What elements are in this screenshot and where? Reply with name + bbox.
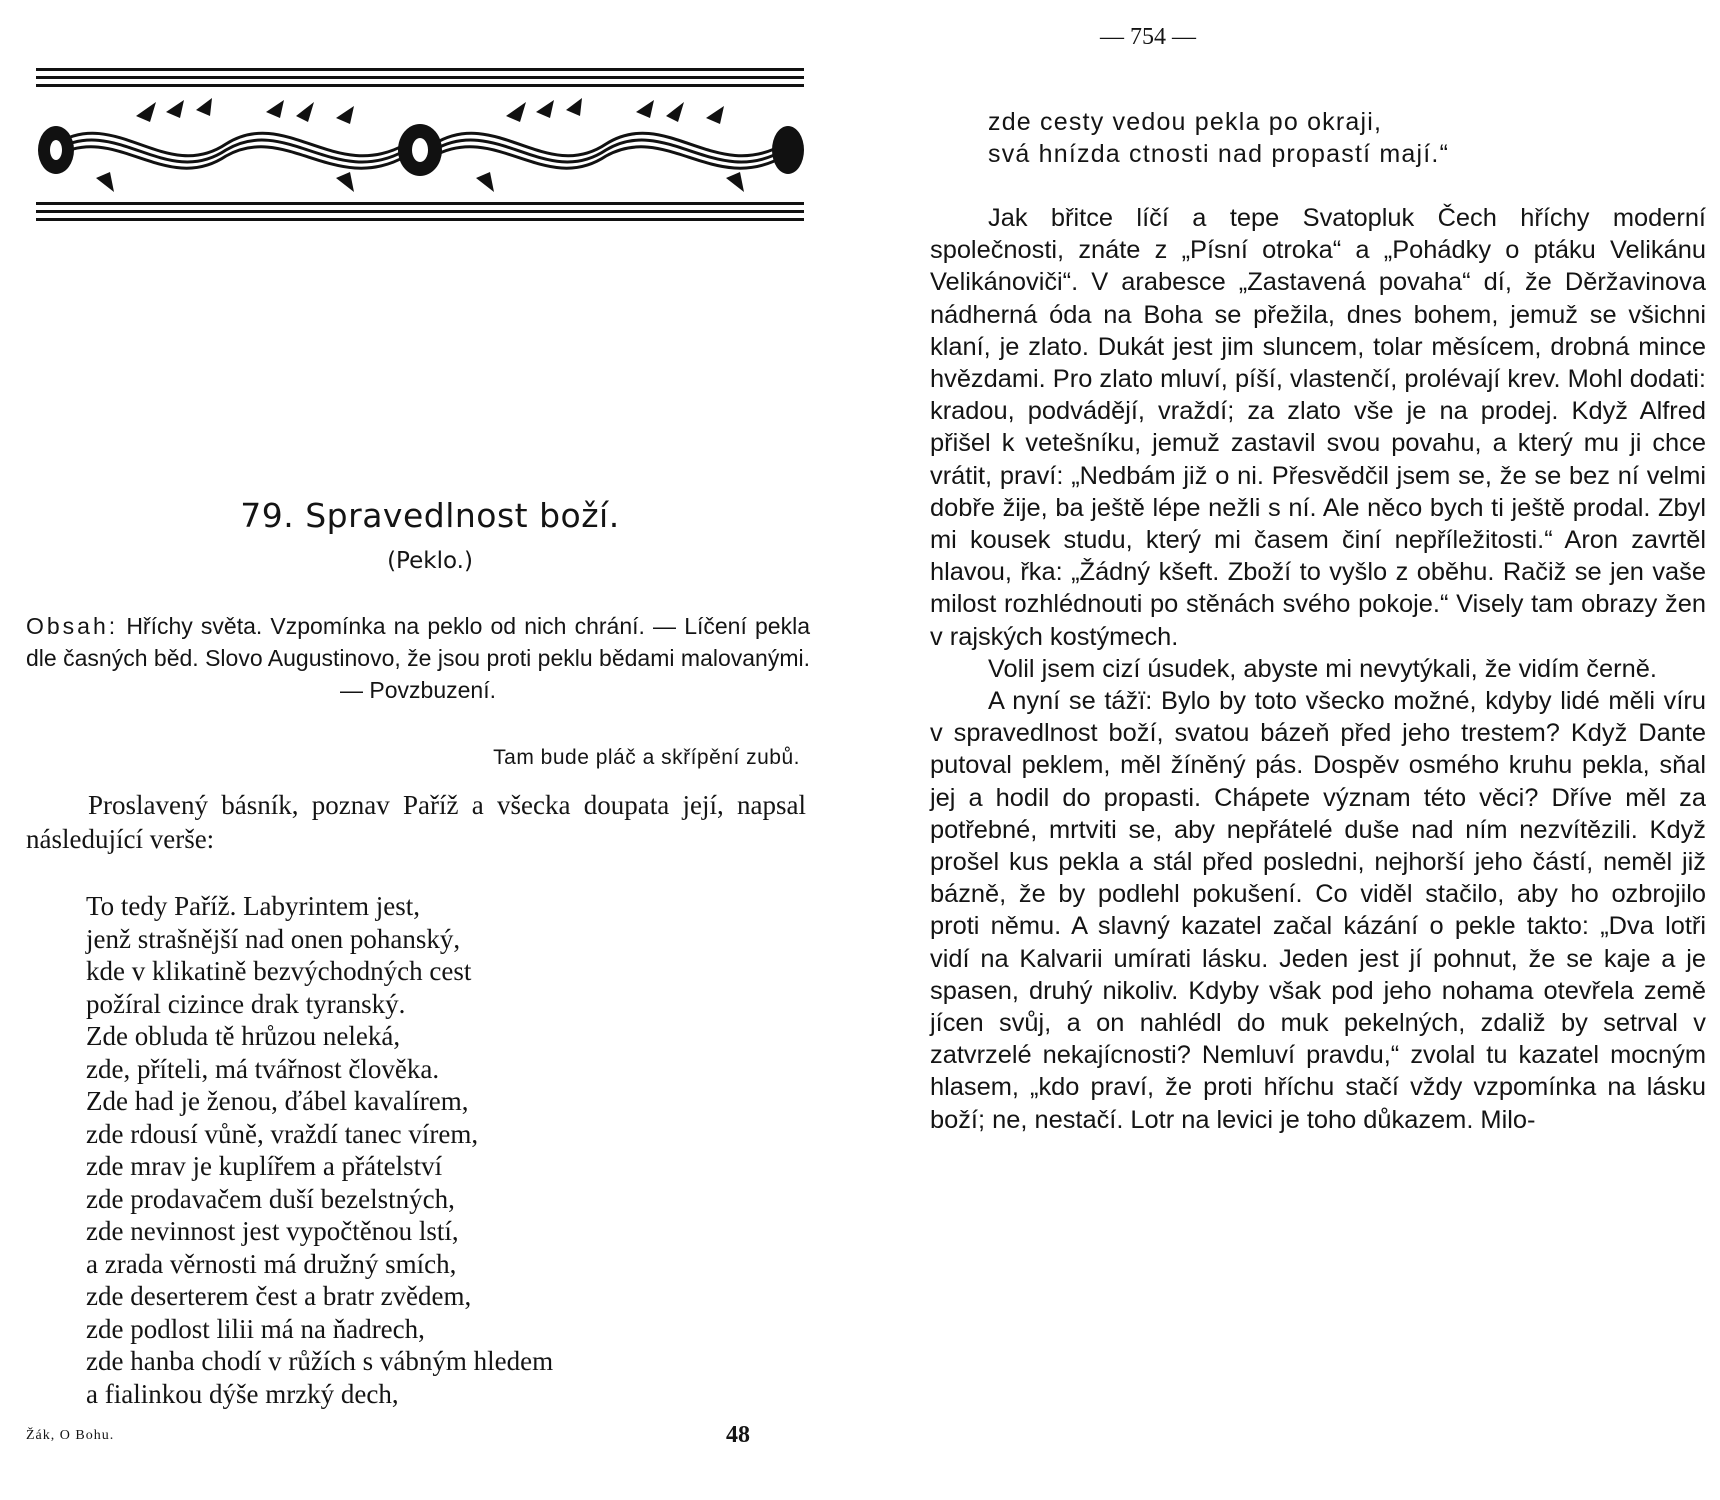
poem-line: zde podlost lilii má na ňadrech, <box>86 1313 425 1344</box>
poem-line: zde deserterem čest a bratr zvědem, <box>86 1281 472 1311</box>
poem-line: zde nevinnost jest vypočtěnou lstí, <box>86 1216 459 1246</box>
poem-line: zde prodavačem duší bezelstných, <box>86 1183 455 1214</box>
paragraph: Jak břitce líčí a tepe Svatopluk Čech hříchy moderní společnosti, znáte z „Písní otroka“ a „Pohádky o ptáku Velikánu Velikánoviči“. V arabesce „Zastavená povaha“ dí, že Děržavinova nádherná óda na Boha se přežila, dnes bohem, jemuž se všichni klaní, je zlato. Dukát jest jim sluncem, tolar měsícem, drobná mince hvězdami. Pro zlato mluví, píší, vlastenčí, prolévají krev. Mohl dodati: kradou, podvádějí, vraždí; za zlato vše je na prodej. Když Alfred přišel k vetešníku, jemuž zastavil svou povahu, a který mu ji chce vrátit, praví: „Nedbám již o ni. Přesvědčil jsem se, že se bez ní velmi dobře žije, ba ještě lépe nežli s ní. Ale něco bych ti ještě prodal. Zbyl mi kousek studu, který mi časem činí nepříležitosti.“ Aron zavrtěl hlavou, řka: „Žádný kšeft. Zboží to vyšlo z oběhu. Račiž se jen vaše milost rozhlédnouti po stěnách svého pokoje.“ Visely tam obrazy žen v rajských kostýmech. <box>930 204 1706 651</box>
poem-line: požíral cizince drak tyranský. <box>86 988 406 1019</box>
poem-line: Zde had je ženou, ďábel kavalírem, <box>86 1086 469 1116</box>
poem-line: zde mrav je kuplířem a přátelství <box>86 1151 443 1181</box>
paragraph: A nyní se tážï: Bylo by toto všecko možné, kdyby lidé měli víru v spravedlnost boží, svatou bázeň před jeho trestem? Když Dante putoval peklem, měl žíněný pás. Dospěv osmého kruhu pekla, sňal jej a hodil do propasti. Chápete význam této věci? Dříve měl za potřebné, mrtviti se, aby nepřátelé duše nad ním nezvítězili. Když prošel kus pekla a stál před posledni, nejhorší jeho částí, neměl již bázně, že by podlehl pokušení. Co viděl stačilo, aby ho ozbrojilo proti němu. A slavný kazatel začal kázání o pekle takto: „Dva lotři vidí na Kalvarii umírati lásku. Jeden jest jí pohnut, že se kaje a je spasen, druhý nikoliv. Kdyby však pod jeho nohama otevřela země jícen svůj, a on nahlédl do muk pekelných, zdaliž by setrval v zatvrzelé nekajícnosti? Nemluví pravdu,“ zvolal tu kazatel mocným hlasem, „kdo praví, že proti hříchu stačí vždy vzpomínka na lásku boží; ne, nestačí. Lotr na levici je toho důkazem. Milo- <box>930 687 1706 1134</box>
body-text <box>930 202 1706 1136</box>
poem-line: a fialinkou dýše mrzký dech, <box>86 1378 399 1409</box>
chapter-summary <box>26 610 810 706</box>
poem-line: Zde obluda tě hrůzou neleká, <box>86 1021 401 1051</box>
page-number: — 754 — <box>1100 24 1196 50</box>
poem-line: a zrada věrnosti má družný smích, <box>86 1248 457 1279</box>
chapter-motto: Tam bude pláč a skřípění zubů. <box>493 746 800 769</box>
poem-continuation <box>988 106 1449 170</box>
poem-line: zde rdousí vůně, vraždí tanec vírem, <box>86 1118 479 1149</box>
footer-page-number: 48 <box>726 1422 750 1448</box>
poem-line: zde, příteli, má tvářnost člověka. <box>86 1053 440 1084</box>
poem <box>86 890 553 1410</box>
poem-line: To tedy Paříž. Labyrintem jest, <box>86 891 421 921</box>
poem-line: zde hanba chodí v růžích s vábným hledem <box>86 1346 554 1376</box>
decorative-ornament-header <box>36 66 804 226</box>
poem-line: svá hnízda ctnosti nad propastí mají.“ <box>988 140 1450 168</box>
chapter-title: 79. Spravedlnost boží. <box>240 496 620 535</box>
footer-signature: Žák, O Bohu. <box>26 1428 115 1443</box>
intro-paragraph <box>26 788 806 856</box>
summary-text: Hříchy světa. Vzpomínka na peklo od nich chrání. — Líčení pekla dle časných běd. Slovo Augustinovo, že jsou proti peklu bědami malovanými. — Povzbuzení. <box>26 613 810 703</box>
poem-line: kde v klikatině bezvýchodných cest <box>86 956 472 986</box>
summary-label: Obsah: <box>26 613 119 639</box>
paragraph: Volil jsem cizí úsudek, abyste mi nevytýkali, že vidím černě. <box>988 654 1657 683</box>
chapter-subtitle: (Peklo.) <box>387 548 473 574</box>
right-page <box>860 0 1720 1500</box>
intro-text: Proslavený básník, poznav Paříž a všecka doupata její, napsal následující verše: <box>26 790 806 854</box>
poem-line: jenž strašnější nad onen pohanský, <box>86 923 461 954</box>
poem-line: zde cesty vedou pekla po okraji, <box>988 108 1383 136</box>
